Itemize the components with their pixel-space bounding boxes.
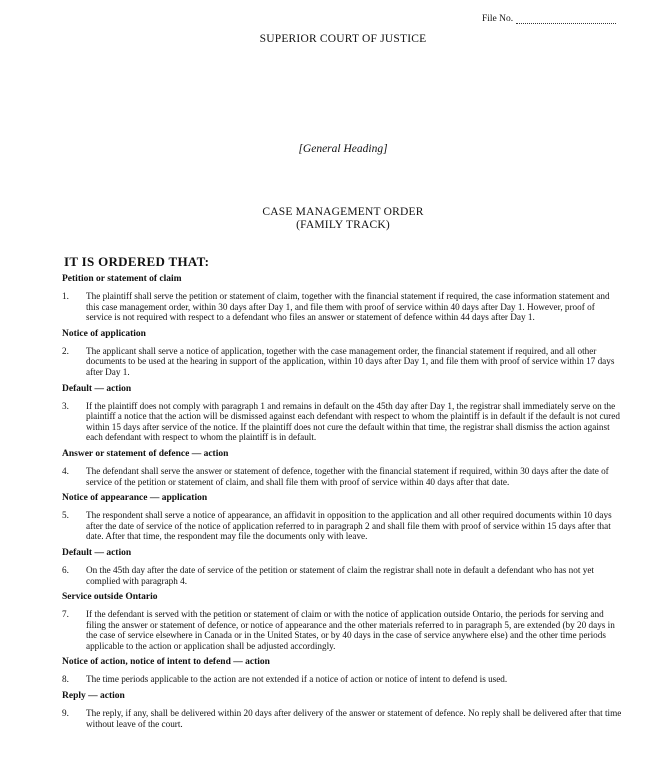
paragraph-text: If the defendant is served with the petition or statement of claim or with the notice of application outside Ontario, the periods for serving and filing the answer or statement of defence, or notice of appearance and the other materials referred to in paragraph 5, are extended (by 20 days in the case of service elsewhere in Canada or in the United States, or by 40 days in the case of service anywhere else) and the other time periods applicable to the action or application shall be adjusted accordingly. [86,609,615,651]
section-heading: Default — action [62,547,132,558]
order-title [0,206,672,232]
paragraph-text: The time periods applicable to the action are not extended if a notice of action or notice of intent to defend is used. [86,674,508,685]
paragraph-text: The respondent shall serve a notice of appearance, an affidavit in opposition to the application and all other required documents within 10 days after the date of service of the notice of application referred to in paragraph 2 and shall file them with proof of service within 15 days after that date. After that time, the respondent may file the documents only with leave. [86,510,612,542]
section-heading: Notice of action, notice of intent to defend — action [62,657,270,668]
order-title-line-2: (FAMILY TRACK) [296,219,390,231]
paragraph-number: 2. [62,345,69,356]
paragraph [62,466,622,487]
ordered-heading: IT IS ORDERED THAT: [64,254,210,269]
paragraph-number: 9. [62,708,69,719]
section-heading: Default — action [62,383,132,394]
paragraph [62,401,622,443]
paragraph-text: If the plaintiff does not comply with paragraph 1 and remains in default on the 45th day after Day 1, the registrar shall immediately serve on the plaintiff a notice that the action will be dismissed against each defendant with respect to whom the plaintiff is in default if the default is not cured within 15 days after service of the notice. If the plaintiff does not cure the default within that time, the registrar shall dismiss the action against each defendant with respect to whom the plaintiff is in default. [86,400,620,443]
paragraph-number: 3. [62,400,69,411]
paragraph [62,510,622,542]
paragraph-text: On the 45th day after the date of service of the petition or statement of claim the registrar shall note in default a defendant who has not yet complied with paragraph 4. [86,564,594,586]
paragraph [62,565,622,586]
file-number-blank-line [516,14,616,24]
paragraph-text: The reply, if any, shall be delivered within 20 days after delivery of the answer or statement of defence. No reply shall be delivered after that time without leave of the court. [86,708,622,729]
paragraph-number: 8. [62,674,69,685]
section-heading: Reply — action [62,691,125,702]
paragraph [62,674,622,685]
paragraph-text: The plaintiff shall serve the petition or statement of claim, together with the financial statement if required, the case information statement and this case management order, within 30 days after Day 1, and file them with proof of service within 40 days after Day 1. However, proof of service is not required with respect to a defendant who files an answer or statement of defence within 44 days after Day 1. [86,291,610,323]
paragraph-number: 6. [62,564,69,575]
paragraph [62,609,622,651]
file-number-label: File No. [482,14,514,24]
general-heading: [General Heading] [298,143,388,155]
section-heading: Petition or statement of claim [62,274,182,284]
paragraph-number: 7. [62,609,69,620]
section-heading: Service outside Ontario [62,592,158,603]
paragraph [62,291,622,323]
section-heading: Notice of application [62,328,146,339]
section-heading: Notice of appearance — application [62,493,208,504]
paragraph-text: The applicant shall serve a notice of application, together with the case management order, the financial statement if required, and all other documents to be used at the hearing in support of the application, within 10 days after Day 1, and file them with proof of service within 17 days after Day 1. [86,345,615,377]
court-name: SUPERIOR COURT OF JUSTICE [259,33,427,45]
order-body [62,272,622,735]
paragraph [62,708,622,729]
file-number-field [482,14,616,24]
paragraph-number: 1. [62,291,69,301]
section-heading: Answer or statement of defence — action [62,448,229,459]
order-title-line-1: CASE MANAGEMENT ORDER [262,206,424,218]
paragraph-text: The defendant shall serve the answer or statement of defence, together with the financial statement if required, within 30 days after the date of service of the petition or statement of claim, and shall file them with proof of service within 40 days after that date. [86,465,609,487]
paragraph [62,346,622,378]
paragraph-number: 4. [62,465,69,476]
paragraph-number: 5. [62,510,69,521]
